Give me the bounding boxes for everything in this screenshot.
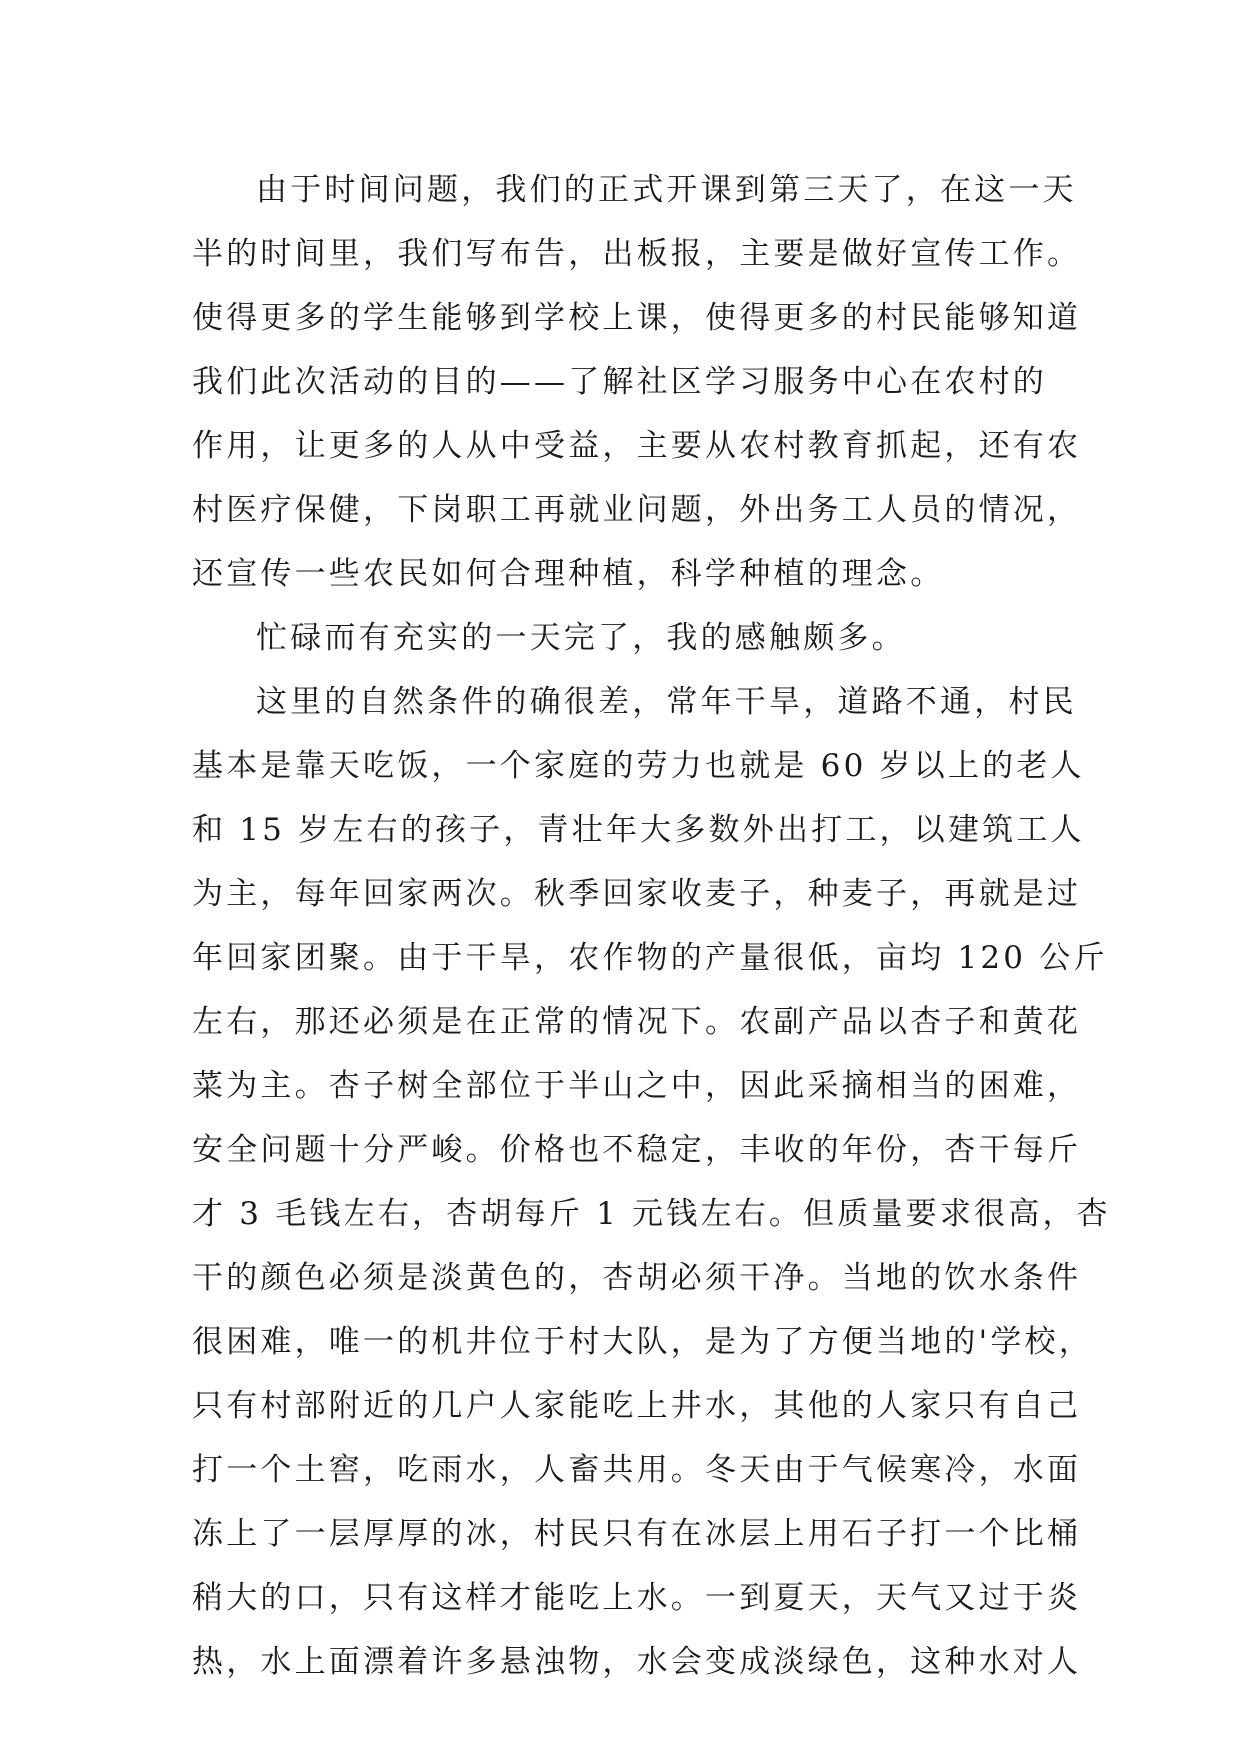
paragraph-3-line-15: 稍大的口，只有这样才能吃上水。一到夏天，天气又过于炎 [192,1580,1082,1616]
paragraph-3-line-3: 和 15 岁左右的孩子，青壮年大多数外出打工，以建筑工人 [192,812,1085,848]
paragraph-3-line-7: 菜为主。杏子树全部位于半山之中，因此采摘相当的困难， [192,1068,1082,1104]
document-body [192,158,1111,1694]
paragraph-3-line-2: 基本是靠天吃饭，一个家庭的劳力也就是 60 岁以上的老人 [192,748,1085,784]
paragraph-1-line-7: 还宣传一些农民如何合理种植，科学种植的理念。 [192,556,945,592]
paragraph-1-line-5: 作用，让更多的人从中受益，主要从农村教育抓起，还有农 [192,428,1082,464]
paragraph-3-line-16: 热，水上面漂着许多悬浊物，水会变成淡绿色，这种水对人 [192,1644,1082,1680]
paragraph-3-line-1: 这里的自然条件的确很差，常年干旱，道路不通，村民 [256,684,1077,720]
paragraph-1-line-1: 由于时间问题，我们的正式开课到第三天了，在这一天 [256,172,1077,208]
paragraph-1-line-4: 我们此次活动的目的——了解社区学习服务中心在农村的 [192,364,1047,400]
paragraph-3-line-9: 才 3 毛钱左右，杏胡每斤 1 元钱左右。但质量要求很高，杏 [192,1196,1111,1232]
paragraph-3-line-5: 年回家团聚。由于干旱，农作物的产量很低，亩均 120 公斤 [192,940,1108,976]
paragraph-3-line-12: 只有村部附近的几户人家能吃上井水，其他的人家只有自己 [192,1388,1082,1424]
paragraph-3-line-10: 干的颜色必须是淡黄色的，杏胡必须干净。当地的饮水条件 [192,1260,1082,1296]
paragraph-3-line-13: 打一个土窖，吃雨水，人畜共用。冬天由于气候寒冷，水面 [192,1452,1082,1488]
paragraph-3-line-14: 冻上了一层厚厚的冰，村民只有在冰层上用石子打一个比桶 [192,1516,1082,1552]
paragraph-3-line-6: 左右，那还必须是在正常的情况下。农副产品以杏子和黄花 [192,1004,1082,1040]
paragraph-3-line-11: 很困难，唯一的机井位于村大队，是为了方便当地的'学校， [192,1324,1093,1360]
paragraph-1-line-6: 村医疗保健，下岗职工再就业问题，外出务工人员的情况， [192,492,1082,528]
paragraph-1-line-2: 半的时间里，我们写布告，出板报，主要是做好宣传工作。 [192,236,1082,272]
paragraph-3-line-4: 为主，每年回家两次。秋季回家收麦子，种麦子，再就是过 [192,876,1082,912]
paragraph-3-line-8: 安全问题十分严峻。价格也不稳定，丰收的年份，杏干每斤 [192,1132,1082,1168]
paragraph-2-line-1: 忙碌而有充实的一天完了，我的感触颇多。 [256,620,906,656]
paragraph-1-line-3: 使得更多的学生能够到学校上课，使得更多的村民能够知道 [192,300,1082,336]
